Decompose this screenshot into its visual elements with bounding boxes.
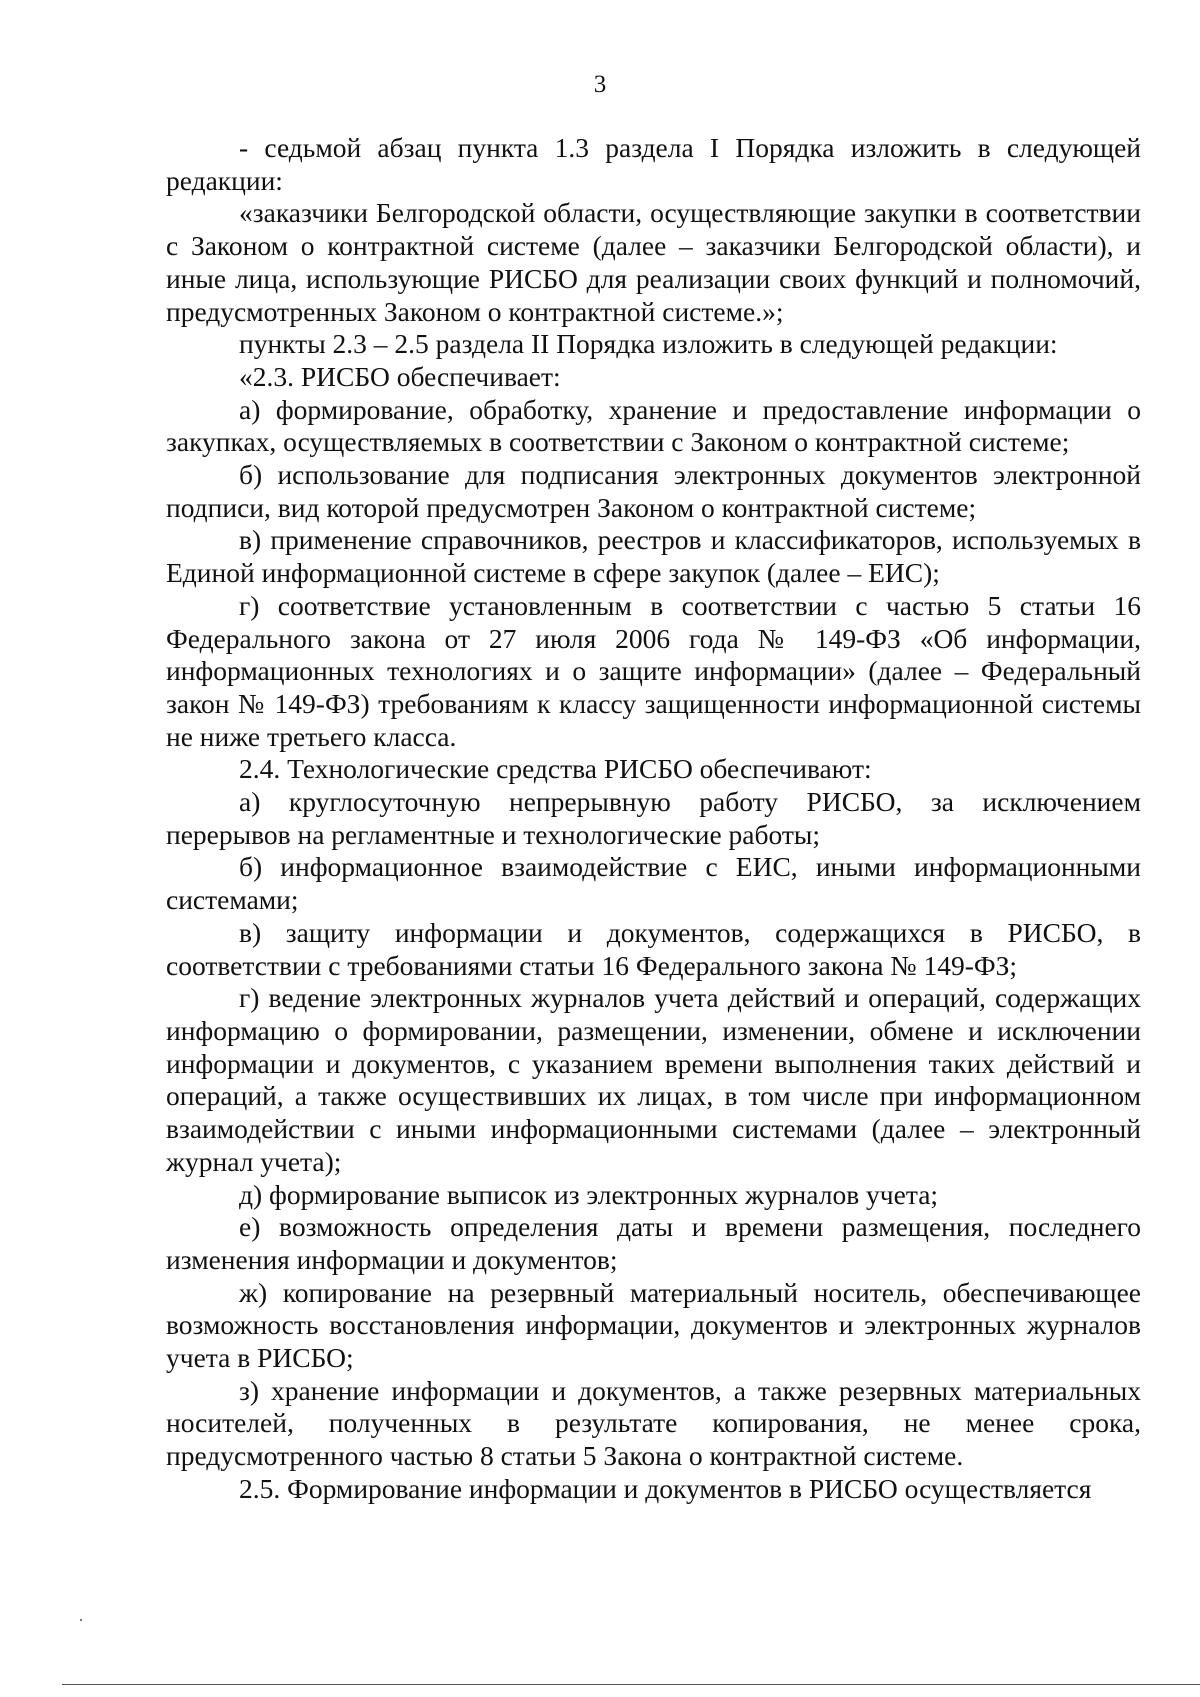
paragraph-16: ж) копирование на резервный материальный носитель, обеспечивающее возможность восстановления информации, документов и электронных журналов учета в РИСБО; xyxy=(166,1276,1141,1374)
paragraph-1: - седьмой абзац пункта 1.3 раздела I Порядка изложить в следующей редакции: xyxy=(166,132,1141,196)
paragraph-11: б) информационное взаимодействие с ЕИС, иными информационными системами; xyxy=(166,851,1141,916)
scan-speck xyxy=(80,1619,82,1621)
paragraph-14: д) формирование выписок из электронных журналов учета; xyxy=(239,1178,939,1210)
paragraph-7: в) применение справочников, реестров и классификаторов, используемых в Единой информационной системе в сфере закупок (далее – ЕИС); xyxy=(166,524,1141,589)
paragraph-4: «2.3. РИСБО обеспечивает: xyxy=(239,360,561,392)
paragraph-5: а) формирование, обработку, хранение и предоставление информации о закупках, осуществляемых в соответствии с Законом о контрактной системе; xyxy=(166,393,1141,458)
paragraph-15: е) возможность определения даты и времени размещения, последнего изменения информации и документов; xyxy=(166,1211,1141,1275)
paragraph-3: пункты 2.3 – 2.5 раздела II Порядка изложить в следующей редакции: xyxy=(239,328,1058,360)
paragraph-17: з) хранение информации и документов, а также резервных материальных носителей, полученных в результате копирования, не менее срока, предусмотренного частью 8 статьи 5 Закона о контрактной системе. xyxy=(166,1374,1141,1472)
paragraph-8: г) соответствие установленным в соответствии с частью 5 статьи 16 Федерального закона от 27 июля 2006 года № 149-ФЗ «Об информации, информационных технологиях и о защите информации» (далее – Федеральный закон № 149-ФЗ) требованиям к классу защищенности информационной системы не ниже третьего класса. xyxy=(166,589,1141,752)
bottom-scan-line xyxy=(62,1684,1200,1685)
page-number: 3 xyxy=(593,71,607,98)
paragraph-9: 2.4. Технологические средства РИСБО обеспечивают: xyxy=(239,753,872,785)
paragraph-12: в) защиту информации и документов, содержащихся в РИСБО, в соответствии с требованиями статьи 16 Федерального закона № 149-ФЗ; xyxy=(166,916,1141,981)
paragraph-18: 2.5. Формирование информации и документов в РИСБО осуществляется xyxy=(239,1472,1092,1504)
paragraph-2: «заказчики Белгородской области, осуществляющие закупки в соответствии с Законом о контрактной системе (далее – заказчики Белгородской области), и иные лица, использующие РИСБО для реализации своих функций и полномочий, предусмотренных Законом о контрактной системе.»; xyxy=(166,197,1141,327)
document-body xyxy=(166,132,1141,1506)
paragraph-13: г) ведение электронных журналов учета действий и операций, содержащих информацию о формировании, размещении, изменении, обмене и исключении информации и документов, с указанием времени выполнения таких действий и операций, а также осуществивших их лицах, в том числе при информационном взаимодействии с иными информационными системами (далее – электронный журнал учета); xyxy=(166,982,1141,1177)
paragraph-10: а) круглосуточную непрерывную работу РИСБО, за исключением перерывов на регламентные и технологические работы; xyxy=(166,786,1141,850)
paragraph-6: б) использование для подписания электронных документов электронной подписи, вид которой предусмотрен Законом о контрактной системе; xyxy=(166,459,1141,523)
